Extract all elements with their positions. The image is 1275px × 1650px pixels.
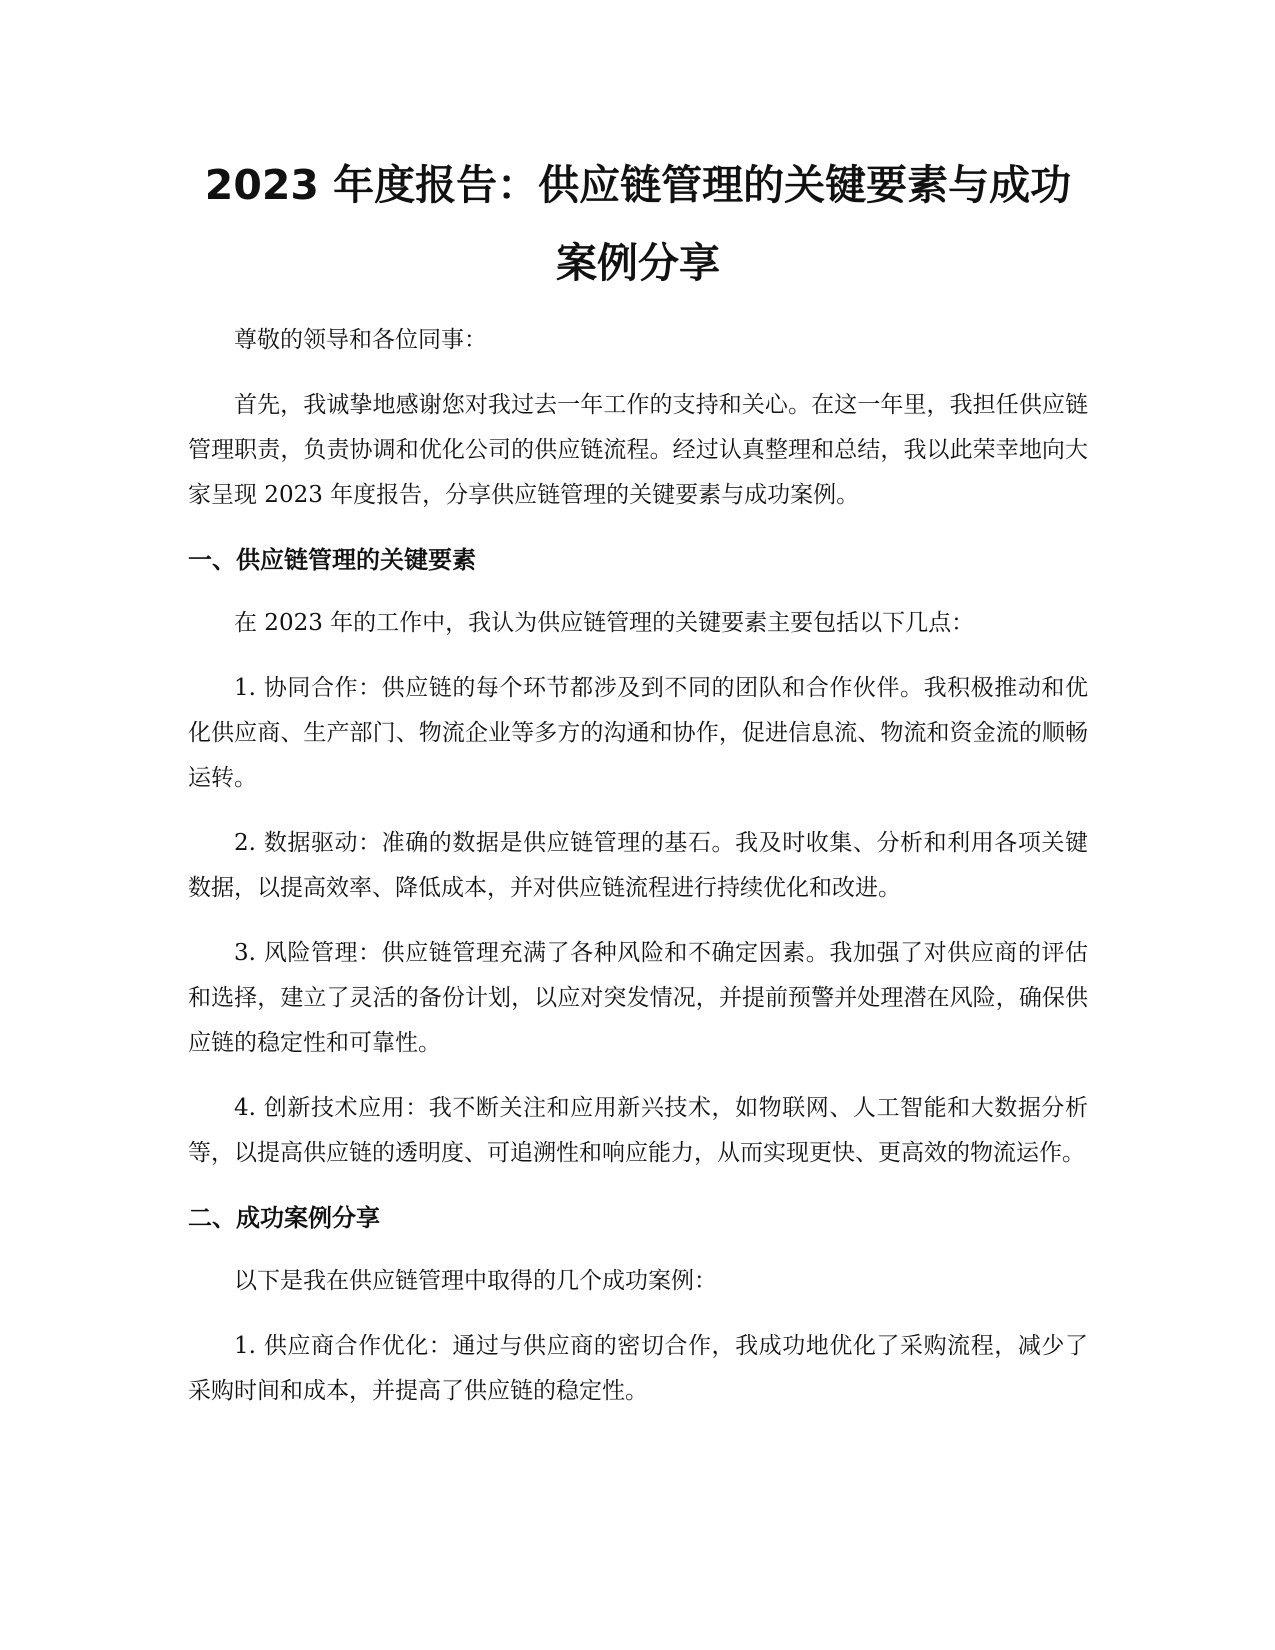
- document-title: 2023 年度报告：供应链管理的关键要素与成功案例分享: [204, 161, 1072, 287]
- section-1-item-1: 1. 协同合作：供应链的每个环节都涉及到不同的团队和合作伙伴。我积极推动和优化供应商、生产部门、物流企业等多方的沟通和协作，促进信息流、物流和资金流的顺畅运转。: [188, 675, 1088, 791]
- intro-paragraph: 首先，我诚挚地感谢您对我过去一年工作的支持和关心。在这一年里，我担任供应链管理职责，负责协调和优化公司的供应链流程。经过认真整理和总结，我以此荣幸地向大家呈现 2023 年度报告，分享供应链管理的关键要素与成功案例。: [188, 392, 1088, 508]
- section-1-item-2: 2. 数据驱动：准确的数据是供应链管理的基石。我及时收集、分析和利用各项关键数据，以提高效率、降低成本，并对供应链流程进行持续优化和改进。: [188, 830, 1088, 901]
- greeting-paragraph: 尊敬的领导和各位同事：: [234, 327, 487, 353]
- section-2-heading: 二、成功案例分享: [188, 1204, 380, 1232]
- section-1-heading: 一、供应链管理的关键要素: [188, 546, 476, 574]
- section-1-lead: 在 2023 年的工作中，我认为供应链管理的关键要素主要包括以下几点：: [234, 610, 975, 636]
- document-body: [188, 318, 1088, 1434]
- section-2-item-1: 1. 供应商合作优化：通过与供应商的密切合作，我成功地优化了采购流程，减少了采购时间和成本，并提高了供应链的稳定性。: [188, 1333, 1088, 1404]
- section-1-item-4: 4. 创新技术应用：我不断关注和应用新兴技术，如物联网、人工智能和大数据分析等，以提高供应链的透明度、可追溯性和响应能力，从而实现更快、更高效的物流运作。: [188, 1095, 1088, 1166]
- section-2-lead: 以下是我在供应链管理中取得的几个成功案例：: [234, 1268, 717, 1294]
- section-1-item-3: 3. 风险管理：供应链管理充满了各种风险和不确定因素。我加强了对供应商的评估和选择，建立了灵活的备份计划，以应对突发情况，并提前预警并处理潜在风险，确保供应链的稳定性和可靠性。: [188, 940, 1088, 1056]
